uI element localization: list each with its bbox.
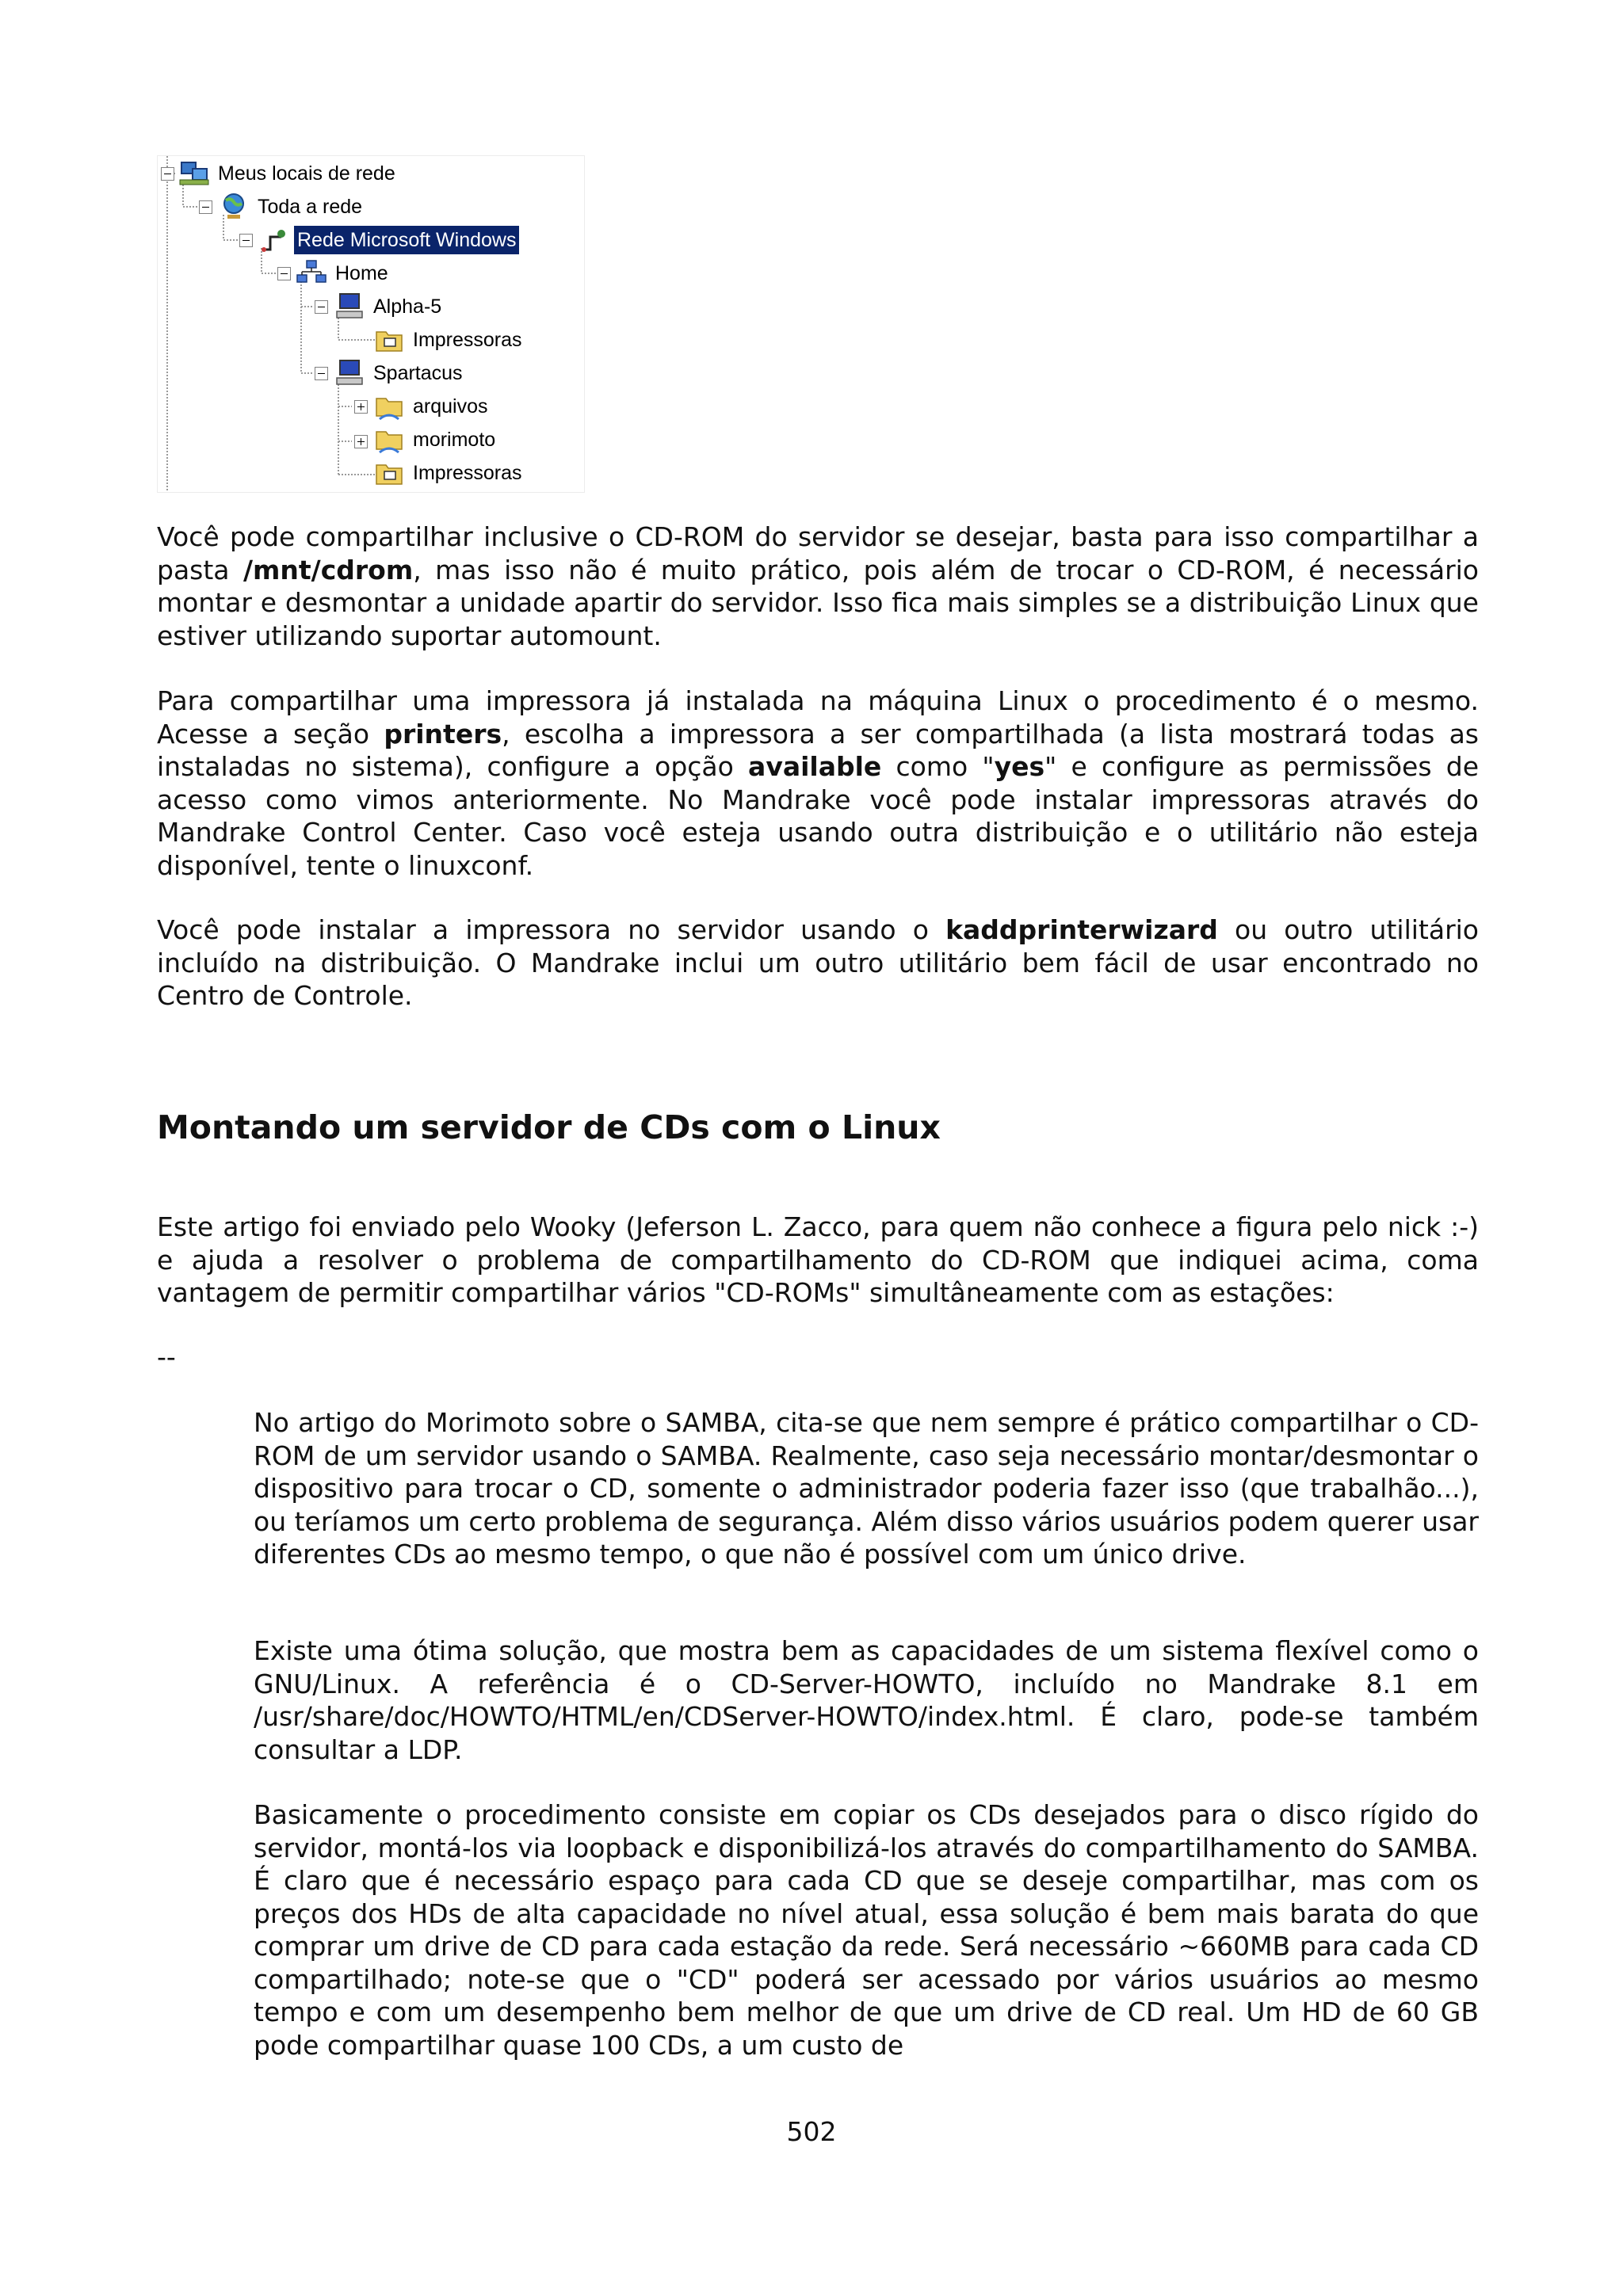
network-tree-figure <box>157 155 585 493</box>
tree-node-label: Meus locais de rede <box>218 162 395 185</box>
quote-paragraph-3: Basicamente o procedimento consiste em copiar os CDs desejados para o disco rígido do servidor, montá-los via loopback e disponibilizá-los através do compartilhamento do SAMBA. É claro que é necessário espaço para cada CD que se deseje compartilhar, mas com os preços dos HDs de alta capacidade no nível atual, essa solução é bem mais barata do que comprar um drive de CD para cada estação da rede. Será necessário ~660MB para cada CD compartilhado; note-se que o "CD" poderá ser acessado por vários usuários ao mesmo tempo e com um desempenho bem melhor de que um drive de CD real. Um HD de 60 GB pode compartilhar quase 100 CDs, a um custo de <box>254 1799 1479 2061</box>
expand-toggle[interactable] <box>354 435 368 448</box>
term-available: available <box>748 751 882 782</box>
collapse-toggle[interactable] <box>199 200 212 214</box>
paragraph-printer-install: Você pode instalar a impressora no servidor usando o kaddprinterwizard ou outro utilitário incluído na distribuição. O Mandrake inclui um outro utilitário bem fácil de usar encontrado no Centro de Controle. <box>157 914 1479 1011</box>
collapse-toggle[interactable] <box>277 267 291 280</box>
workgroup-icon <box>296 259 327 288</box>
path-mnt-cdrom: /mnt/cdrom <box>242 554 414 585</box>
network-places-icon <box>178 159 210 188</box>
shared-folder-icon <box>373 425 405 454</box>
tree-node-label-selected: Rede Microsoft Windows <box>294 226 519 254</box>
printers-folder-icon <box>373 459 405 487</box>
page-number: 502 <box>786 2116 837 2147</box>
tree-node-label: Impressoras <box>413 329 522 351</box>
tree-node-printers-spartacus[interactable] <box>373 457 525 489</box>
collapse-toggle[interactable] <box>239 234 253 247</box>
tree-node-label: Home <box>335 262 388 284</box>
tree-node-entire-network[interactable] <box>218 191 365 223</box>
paragraph-article-intro: Este artigo foi enviado pelo Wooky (Jeferson L. Zacco, para quem não conhece a figura pelo nick :-) e ajuda a resolver o problema de compartilhamento do CD-ROM que indiquei acima, coma vantagem de permitir compartilhar vários "CD-ROMs" simultâneamente com as estações: <box>157 1211 1479 1308</box>
tree-node-home-workgroup[interactable] <box>296 257 391 289</box>
computer-icon <box>334 292 365 321</box>
expand-toggle[interactable] <box>354 400 368 414</box>
quote-paragraph-2: Existe uma ótima solução, que mostra bem as capacidades de um sistema flexível como o GNU/Linux. A referência é o CD-Server-HOWTO, incluído no Mandrake 8.1 em /usr/share/doc/HOWTO/HTML/en/CDServer-HOWTO/index.html. É claro, pode-se também consultar a LDP. <box>254 1635 1479 1765</box>
collapse-toggle[interactable] <box>161 167 174 181</box>
paragraph-printer-share: Para compartilhar uma impressora já instalada na máquina Linux o procedimento é o mesmo. Acesse a seção printers, escolha a impressora a ser compartilhada (a lista mostrará todas as instaladas no sistema), configure a opção available como "yes" e configure as permissões de acesso como vimos anteriormente. No Mandrake você pode instalar impressoras através do Mandrake Control Center. Caso você esteja usando outra distribuição e o utilitário não esteja disponível, tente o linuxconf. <box>157 685 1480 881</box>
tree-node-share-morimoto[interactable] <box>373 424 498 456</box>
tree-node-network-places[interactable] <box>178 158 399 189</box>
printers-folder-icon <box>373 326 405 354</box>
collapse-toggle[interactable] <box>315 367 328 380</box>
globe-icon <box>218 193 250 221</box>
tree-node-label: Alpha-5 <box>373 296 442 318</box>
term-yes: yes <box>994 751 1045 782</box>
section-heading: Montando um servidor de CDs com o Linux <box>157 1108 941 1146</box>
tree-node-microsoft-windows-network[interactable] <box>258 224 519 256</box>
term-printers: printers <box>384 718 502 749</box>
paragraph-cdrom-share: Você pode compartilhar inclusive o CD-ROM do servidor se desejar, basta para isso compartilhar a pasta /mnt/cdrom, mas isso não é muito prático, pois além de trocar o CD-ROM, é necessário montar e desmontar a unidade apartir do servidor. Isso fica mais simples se a distribuição Linux que estiver utilizando suportar automount. <box>157 521 1480 651</box>
windows-network-icon <box>258 226 289 254</box>
tree-node-label: Impressoras <box>413 462 522 484</box>
term-kaddprinterwizard: kaddprinterwizard <box>945 914 1218 945</box>
tree-node-label: morimoto <box>413 429 496 451</box>
tree-node-computer-spartacus[interactable] <box>334 357 466 389</box>
tree-node-printers-alpha5[interactable] <box>373 324 525 356</box>
tree-node-label: Toda a rede <box>258 196 363 218</box>
tree-node-label: Spartacus <box>373 362 463 384</box>
computer-icon <box>334 359 365 387</box>
tree-node-share-arquivos[interactable] <box>373 391 491 422</box>
shared-folder-icon <box>373 392 405 421</box>
separator-dash: -- <box>157 1341 176 1372</box>
tree-node-computer-alpha5[interactable] <box>334 291 445 322</box>
tree-node-label: arquivos <box>413 395 488 418</box>
quote-paragraph-1: No artigo do Morimoto sobre o SAMBA, cita-se que nem sempre é prático compartilhar o CD-ROM de um servidor usando o SAMBA. Realmente, caso seja necessário montar/desmontar o dispositivo para trocar o CD, somente o administrador poderia fazer isso (que trabalhão...), ou teríamos um certo problema de segurança. Além disso vários usuários podem querer usar diferentes CDs ao mesmo tempo, o que não é possível com um único drive. <box>254 1407 1479 1569</box>
collapse-toggle[interactable] <box>315 300 328 314</box>
